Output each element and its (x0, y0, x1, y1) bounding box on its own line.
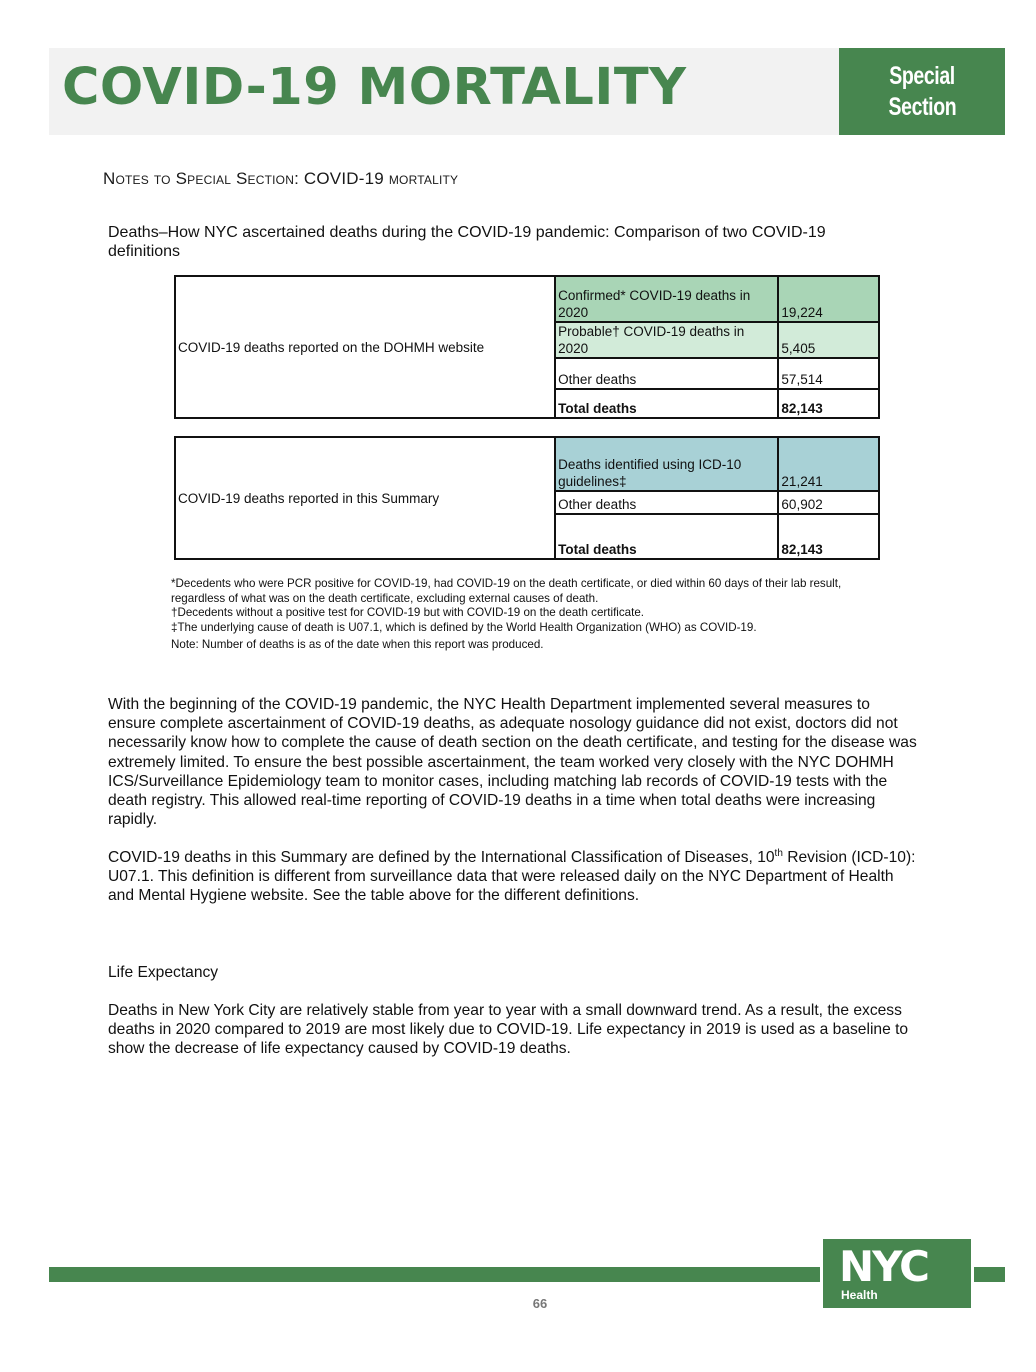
paragraph-ascertainment: With the beginning of the COVID-19 pandemic, the NYC Health Department implemented several measures to ensure complete ascertainment of COVID-19 deaths, as adequate nosology guidance did not exist, doctors did not necessarily know how to complete the cause of death section on the death certificate, and testing for the disease was extremely limited. To ensure the best possible ascertainment, the team worked very closely with the NYC DOHMH ICS/Surveillance Epidemiology team to monitor cases, including matching lab records of COVID-19 tests with the death registry. This allowed real-time reporting of COVID-19 deaths in a time when total deaths were increasing rapidly. (108, 696, 917, 829)
footnote-icd10: ‡The underlying cause of death is U07.1, which is defined by the World Health Organization (WHO) as COVID-19. (171, 620, 757, 634)
paragraph-icd10-definition (108, 848, 920, 906)
table-row (175, 276, 879, 322)
nyc-logo-box (823, 1239, 971, 1308)
footnote-probable: †Decedents without a positive test for COVID-19 but with COVID-19 on the death certificate. (171, 606, 645, 619)
footnote-note: Note: Number of deaths is as of the date when this report was produced. (171, 638, 544, 651)
icd10-deaths-value: 21,241 (778, 437, 879, 491)
row-label-summary: COVID-19 deaths reported in this Summary (175, 437, 555, 559)
special-section-tab (839, 48, 1005, 135)
paragraph-icd10-end: Revision (ICD-10): U07.1. This definition is different from surveillance data that were released daily on the NYC Department of Health and Mental Hygiene website. See the table above for the different definitions. (108, 849, 916, 905)
table-row (175, 437, 879, 491)
summary-total-deaths-value: 82,143 (778, 514, 879, 559)
paragraph-life-expectancy: Deaths in New York City are relatively stable from year to year with a small downward trend. As a result, the excess deaths in 2020 compared to 2019 are most likely due to COVID-19. Life expectancy in 2019 is used as a baseline to show the decrease of life expectancy caused by COVID-19 deaths. (108, 1002, 909, 1058)
footnote-confirmed: *Decedents who were PCR positive for COVID-19, had COVID-19 on the death certificate, or died within 60 days of their lab result, regardless of what was on the death certificate, excluding external causes of death. (171, 577, 842, 605)
confirmed-deaths-label: Confirmed* COVID-19 deaths in 2020 (555, 276, 778, 322)
other-deaths-label: Other deaths (555, 358, 778, 389)
summary-other-deaths-value: 60,902 (778, 491, 879, 514)
total-deaths-label: Total deaths (555, 389, 778, 418)
notes-heading: Notes to Special Section: COVID-19 mortality (103, 169, 459, 188)
superscript-th: th (774, 847, 783, 859)
page-title: COVID-19 MORTALITY (62, 58, 687, 117)
table-footnotes (171, 577, 891, 653)
table-subheading: Deaths–How NYC ascertained deaths during the COVID-19 pandemic: Comparison of two COVID-19 definitions (108, 224, 826, 260)
page-number: 66 (532, 1296, 548, 1311)
summary-total-deaths-label: Total deaths (555, 514, 778, 559)
probable-deaths-label: Probable† COVID-19 deaths in 2020 (555, 322, 778, 358)
summary-other-deaths-label: Other deaths (555, 491, 778, 514)
other-deaths-value: 57,514 (778, 358, 879, 389)
special-tab-line2: Section (888, 92, 956, 121)
summary-definition-table (174, 436, 880, 560)
probable-deaths-value: 5,405 (778, 322, 879, 358)
health-logo-text: Health (841, 1287, 878, 1302)
special-tab-line1: Special (889, 61, 955, 90)
website-definition-table (174, 275, 880, 419)
row-label-website: COVID-19 deaths reported on the DOHMH website (175, 276, 555, 418)
nyc-logo-text: NYC (839, 1241, 928, 1291)
life-expectancy-heading: Life Expectancy (108, 964, 219, 981)
paragraph-icd10-start: COVID-19 deaths in this Summary are defined by the International Classification of Diseases, 10 (108, 849, 775, 866)
nyc-health-logo (820, 1236, 974, 1311)
confirmed-deaths-value: 19,224 (778, 276, 879, 322)
icd10-deaths-label: Deaths identified using ICD-10 guidelines‡ (555, 437, 778, 491)
total-deaths-value: 82,143 (778, 389, 879, 418)
